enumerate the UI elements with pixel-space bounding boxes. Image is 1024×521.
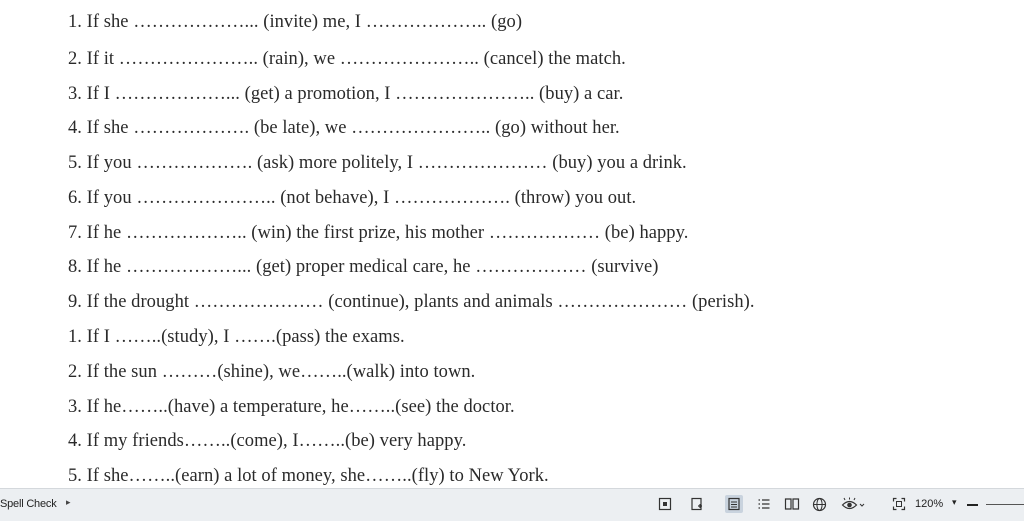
- zoom-dropdown-icon[interactable]: ▾: [952, 497, 957, 507]
- exercise-line: 5. If you ………………. (ask) more politely, I ………………… (buy) you a drink.: [68, 153, 687, 173]
- status-bar: [0, 488, 1024, 521]
- page-fit-icon[interactable]: [656, 495, 674, 513]
- outline-view-icon[interactable]: [755, 495, 773, 513]
- exercise-line: 9. If the drought ………………… (continue), plants and animals ………………… (perish).: [68, 292, 755, 312]
- spell-check-arrow-icon[interactable]: ▸: [66, 497, 71, 507]
- exercise-line: 2. If it ………………….. (rain), we ………………….. (cancel) the match.: [68, 49, 626, 69]
- exercise-line: 3. If I ………………... (get) a promotion, I ………………….. (buy) a car.: [68, 84, 624, 104]
- exercise-line: 7. If he ……………….. (win) the first prize, his mother ……………… (be) happy.: [68, 223, 689, 243]
- exercise-line: 4. If my friends……..(come), I……..(be) very happy.: [68, 431, 467, 451]
- eye-protection-icon[interactable]: [840, 495, 866, 513]
- exercise-line: 6. If you ………………….. (not behave), I ………………. (throw) you out.: [68, 188, 637, 208]
- web-view-icon[interactable]: [810, 495, 828, 513]
- book-view-icon[interactable]: [783, 495, 801, 513]
- page-view-icon[interactable]: [725, 495, 743, 513]
- spell-check-button[interactable]: Spell Check: [0, 498, 57, 510]
- zoom-slider[interactable]: [986, 504, 1024, 505]
- zoom-out-icon[interactable]: [967, 504, 978, 506]
- zoom-level[interactable]: 120%: [915, 498, 944, 510]
- new-page-icon[interactable]: [688, 495, 706, 513]
- exercise-line: 8. If he ………………... (get) proper medical care, he ……………… (survive): [68, 257, 659, 277]
- exercise-line: 3. If he……..(have) a temperature, he……..(see) the doctor.: [68, 397, 515, 417]
- exercise-line: 2. If the sun ………(shine), we……..(walk) into town.: [68, 362, 476, 382]
- focus-mode-icon[interactable]: [890, 495, 908, 513]
- exercise-line: 4. If she ………………. (be late), we ………………….. (go) without her.: [68, 118, 620, 138]
- exercise-line: 1. If she ………………... (invite) me, I ……………….. (go): [68, 12, 523, 32]
- exercise-line: 1. If I ……..(study), I …….(pass) the exams.: [68, 327, 405, 347]
- exercise-line: 5. If she……..(earn) a lot of money, she……..(fly) to New York.: [68, 466, 549, 486]
